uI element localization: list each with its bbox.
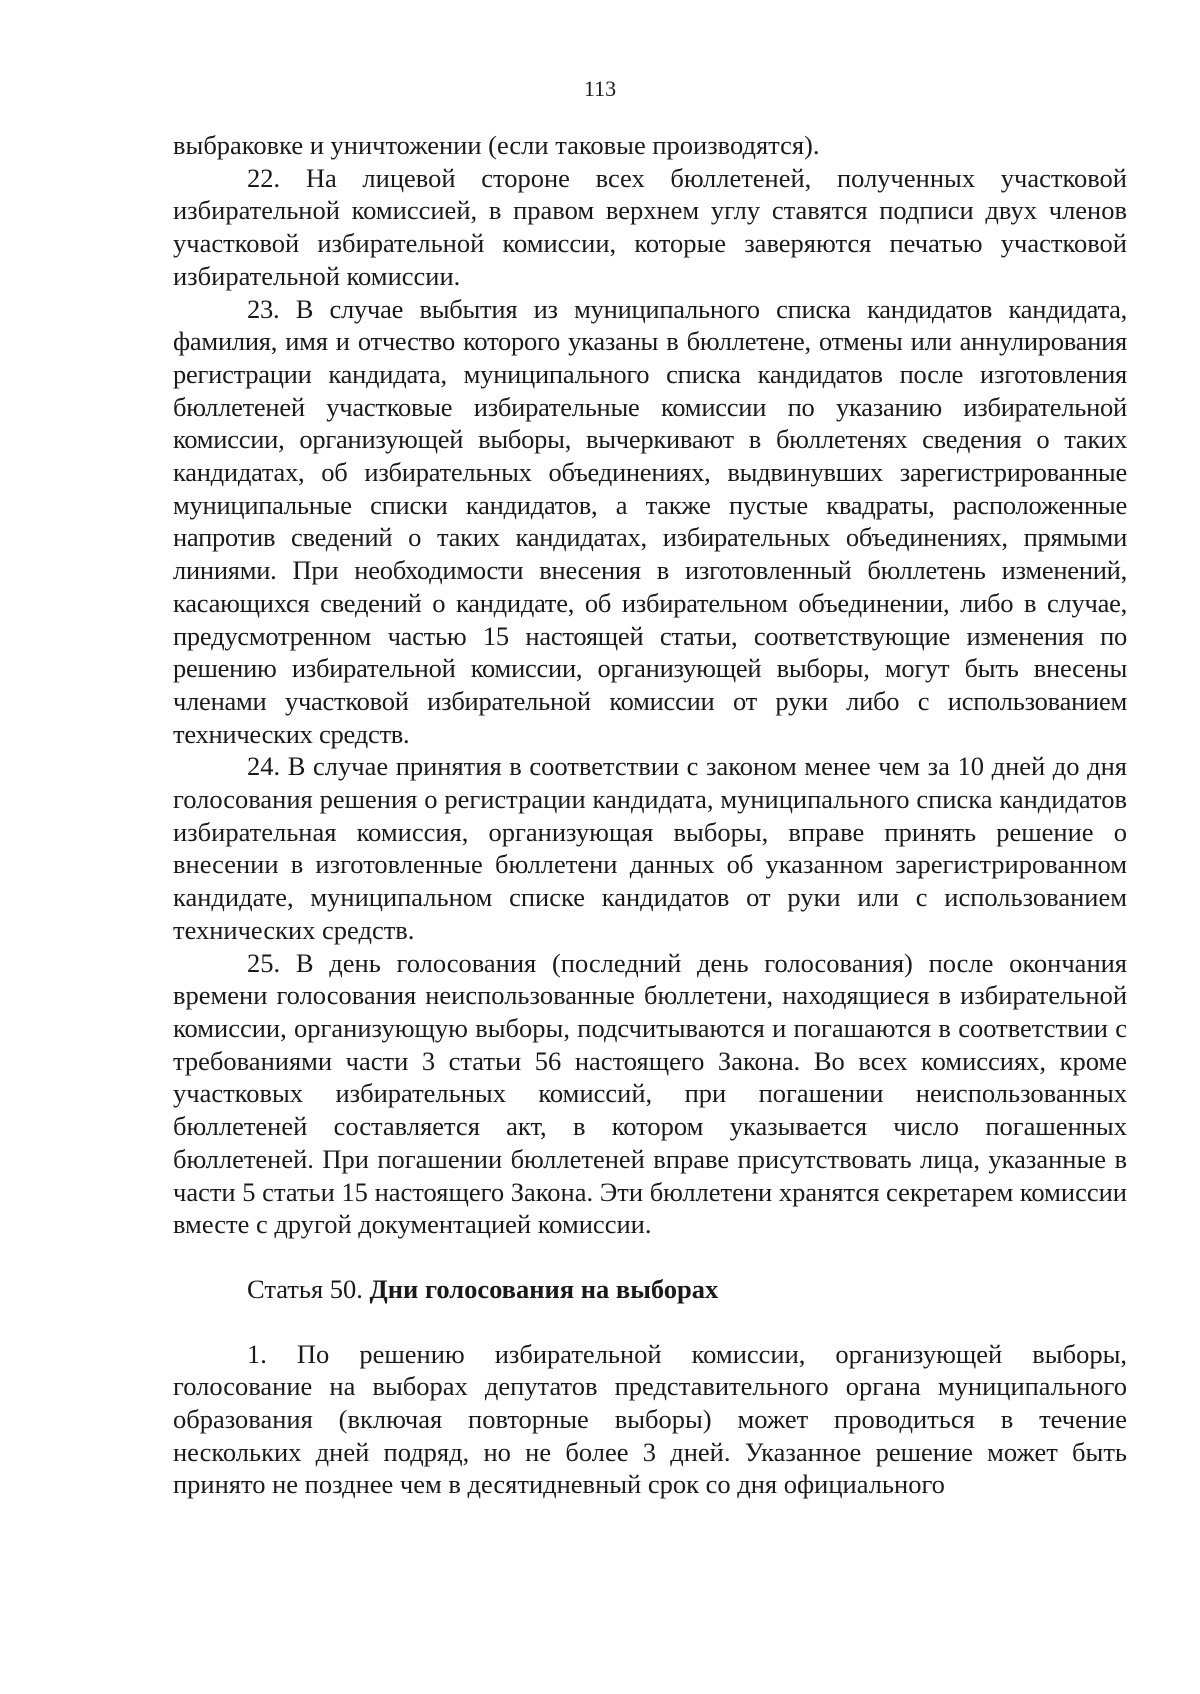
paragraph-24: 24. В случае принятия в соответствии с законом менее чем за 10 дней до дня голосования решения о регистрации кандидата, муниципального списка кандидатов избирательная комиссия, организующая выборы, вправе принять решение о внесении в изготовленные бюллетени данных об указанном зарегистрированном кандидате, муниципальном списке кандидатов от руки или с использованием технических средств. (173, 751, 1127, 945)
paragraph-25: 25. В день голосования (последний день голосования) после окончания времени голосования неиспользованные бюллетени, находящиеся в избирательной комиссии, организующую выборы, подсчитываются и погашаются в соответствии с требованиями части 3 статьи 56 настоящего Закона. Во всех комиссиях, кроме участковых избирательных комиссий, при погашении неиспользованных бюллетеней составляется акт, в котором указывается число погашенных бюллетеней. При погашении бюллетеней вправе присутствовать лица, указанные в части 5 статьи 15 настоящего Закона. Эти бюллетени хранятся секретарем комиссии вместе с другой документацией комиссии. (173, 947, 1127, 1240)
paragraph-continuation: выбраковке и уничтожении (если таковые производятся). (173, 130, 820, 160)
article-50-paragraph-1: 1. По решению избирательной комиссии, организующей выборы, голосование на выборах депутатов представительного органа муниципального образования (включая повторные выборы) может проводиться в течение нескольких дней подряд, но не более 3 дней. Указанное решение может быть принято не позднее чем в десятидневный срок со дня официального (173, 1338, 1127, 1500)
article-heading (173, 1273, 1127, 1306)
document-body (173, 129, 1127, 1501)
article-title: Дни голосования на выборах (369, 1273, 719, 1304)
paragraph-23: 23. В случае выбытия из муниципального списка кандидатов кандидата, фамилия, имя и отчество которого указаны в бюллетене, отмены или аннулирования регистрации кандидата, муниципального списка кандидатов после изготовления бюллетеней участковые избирательные комиссии по указанию избирательной комиссии, организующей выборы, вычеркивают в бюллетенях сведения о таких кандидатах, об избирательных объединениях, выдвинувших зарегистрированные муниципальные списки кандидатов, а также пустые квадраты, расположенные напротив сведений о таких кандидатах, избирательных объединениях, прямыми линиями. При необходимости внесения в изготовленный бюллетень изменений, касающихся сведений о кандидате, об избирательном объединении, либо в случае, предусмотренном частью 15 настоящей статьи, соответствующие изменения по решению избирательной комиссии, организующей выборы, могут быть внесены членами участковой избирательной комиссии от руки либо с использованием технических средств. (173, 293, 1127, 749)
article-label: Статья 50. (247, 1273, 363, 1304)
paragraph-22: 22. На лицевой стороне всех бюллетеней, полученных участковой избирательной комиссией, в правом верхнем углу ставятся подписи двух членов участковой избирательной комиссии, которые заверяются печатью участковой избирательной комиссии. (173, 162, 1127, 291)
page-number: 113 (583, 76, 617, 101)
